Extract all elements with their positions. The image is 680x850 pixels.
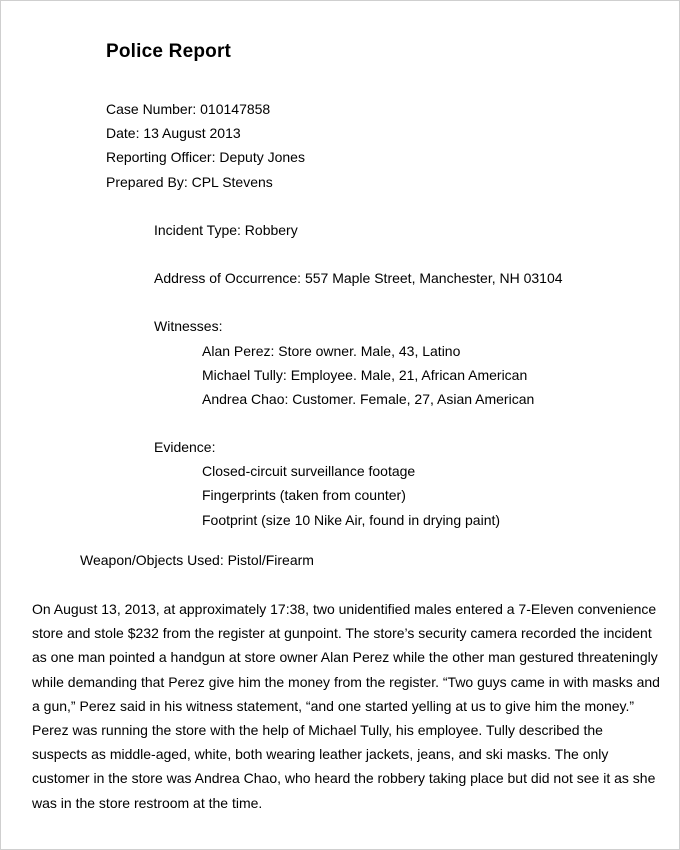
- reporting-officer: Reporting Officer: Deputy Jones: [106, 149, 305, 165]
- witness-item: Michael Tully: Employee. Male, 21, African American: [202, 367, 528, 383]
- evidence-item: Closed-circuit surveillance footage: [202, 463, 416, 479]
- evidence-item: Footprint (size 10 Nike Air, found in drying paint): [202, 512, 501, 528]
- address-of-occurrence: Address of Occurrence: 557 Maple Street, Manchester, NH 03104: [154, 270, 563, 286]
- report-title: Police Report: [106, 41, 232, 62]
- incident-narrative: [32, 597, 660, 815]
- narrative-paragraph: On August 13, 2013, at approximately 17:38, two unidentified males entered a 7-Eleven convenience store and stole $232 from the register at gunpoint. The store’s security camera recorded the incident as one man pointed a handgun at store owner Alan Perez while the other man gestured threateningly while demanding that Perez give him the money from the register. “Two guys came in with masks and a gun,” Perez said in his witness statement, “and one started yelling at us to give him the money.” Perez was running the store with the help of Michael Tully, his employee. Tully described the suspects as middle-aged, white, both wearing leather jackets, jeans, and ski masks. The only customer in the store was Andrea Chao, who heard the robbery taking place but did not see it as she was in the store restroom at the time.: [32, 601, 660, 811]
- report-date: Date: 13 August 2013: [106, 125, 241, 141]
- case-number: Case Number: 010147858: [106, 101, 271, 117]
- witnesses-label: Witnesses:: [154, 318, 223, 334]
- evidence-label: Evidence:: [154, 439, 216, 455]
- witness-item: Alan Perez: Store owner. Male, 43, Latino: [202, 343, 461, 359]
- evidence-item: Fingerprints (taken from counter): [202, 487, 406, 503]
- prepared-by: Prepared By: CPL Stevens: [106, 174, 273, 190]
- weapon-used: Weapon/Objects Used: Pistol/Firearm: [80, 552, 314, 568]
- witness-item: Andrea Chao: Customer. Female, 27, Asian American: [202, 391, 535, 407]
- incident-type: Incident Type: Robbery: [154, 222, 298, 238]
